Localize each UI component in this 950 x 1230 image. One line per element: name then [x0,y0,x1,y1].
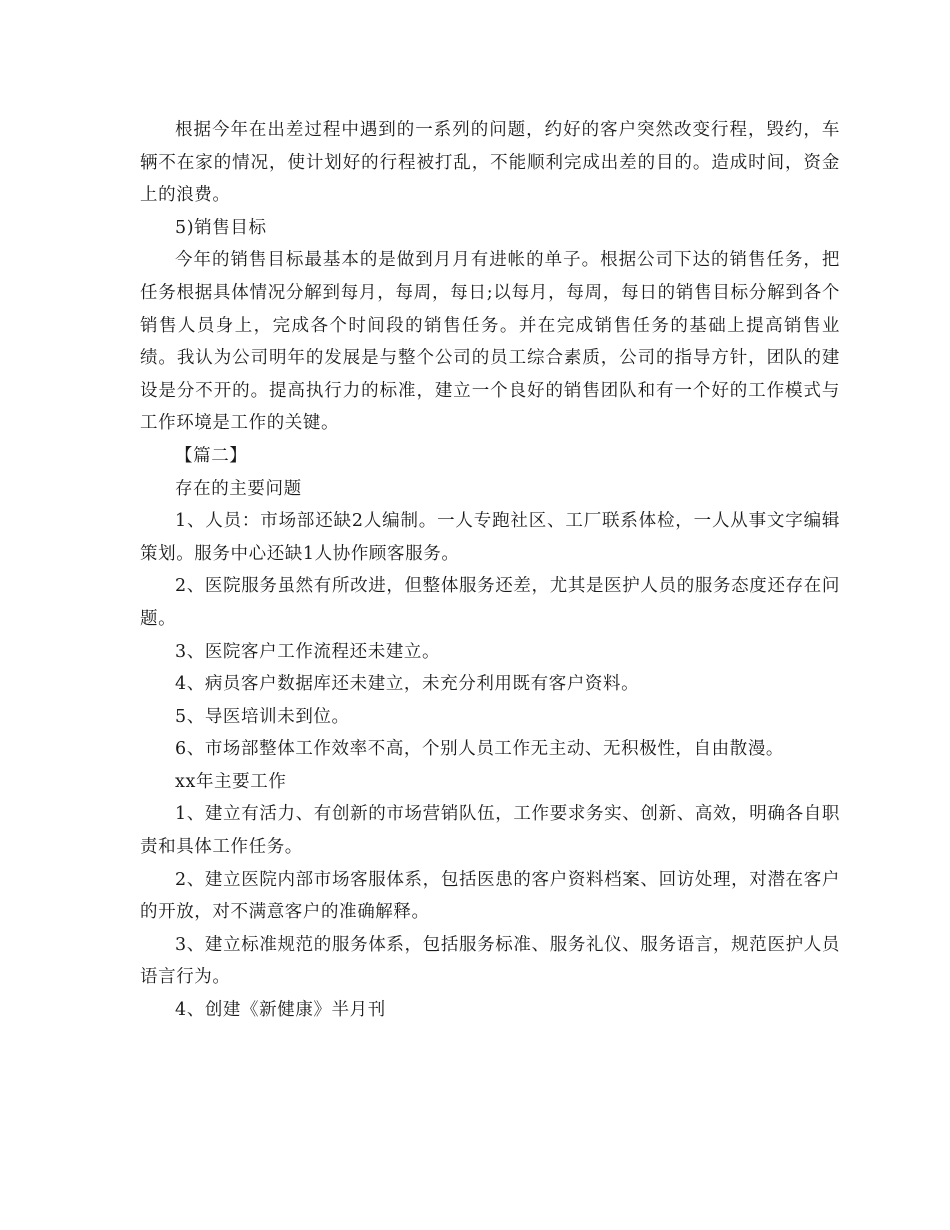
paragraph-main-problems-heading: 存在的主要问题 [175,478,302,499]
paragraph-main-work-heading: xx年主要工作 [175,771,287,792]
section-heading-part-two: 【篇二】 [175,445,248,466]
paragraph-sales-target-heading: 5)销售目标 [175,217,267,238]
work-item-2: 2、建立医院内部市场客服体系，包括医患的客户资料档案、回访处理，对潜在客户的开放，对不满意客户的准确解释。 [140,869,840,923]
work-item-4: 4、创建《新健康》半月刊 [175,1000,386,1021]
paragraph-business-trip-problems: 根据今年在出差过程中遇到的一系列的问题，约好的客户突然改变行程，毁约，车辆不在家的情况，使计划好的行程被打乱，不能顺利完成出差的目的。造成时间，资金上的浪费。 [140,120,840,206]
document-body [140,114,840,1027]
problem-item-1: 1、人员：市场部还缺2人编制。一人专跑社区、工厂联系体检，一人从事文字编辑策划。服务中心还缺1人协作顾客服务。 [140,511,840,564]
work-item-1: 1、建立有活力、有创新的市场营销队伍，工作要求务实、创新、高效，明确各自职责和具体工作任务。 [140,804,840,858]
problem-item-5: 5、导医培训未到位。 [175,706,350,727]
problem-item-6: 6、市场部整体工作效率不高，个别人员工作无主动、无积极性，自由散漫。 [175,739,785,760]
problem-item-3: 3、医院客户工作流程还未建立。 [175,641,441,662]
problem-item-4: 4、病员客户数据库还未建立，未充分利用既有客户资料。 [175,674,640,695]
problem-item-2: 2、医院服务虽然有所改进，但整体服务还差，尤其是医护人员的服务态度还存在问题。 [140,576,840,629]
work-item-3: 3、建立标准规范的服务体系，包括服务标准、服务礼仪、服务语言，规范医护人员语言行为。 [140,934,840,988]
paragraph-sales-target: 今年的销售目标最基本的是做到月月有进帐的单子。根据公司下达的销售任务，把任务根据具体情况分解到每月，每周，每日;以每月，每周，每日的销售目标分解到各个销售人员身上，完成各个时间段的销售任务。并在完成销售任务的基础上提高销售业绩。我认为公司明年的发展是与整个公司的员工综合素质，公司的指导方针，团队的建设是分不开的。提高执行力的标准，建立一个良好的销售团队和有一个好的工作模式与工作环境是工作的关键。 [140,250,840,434]
